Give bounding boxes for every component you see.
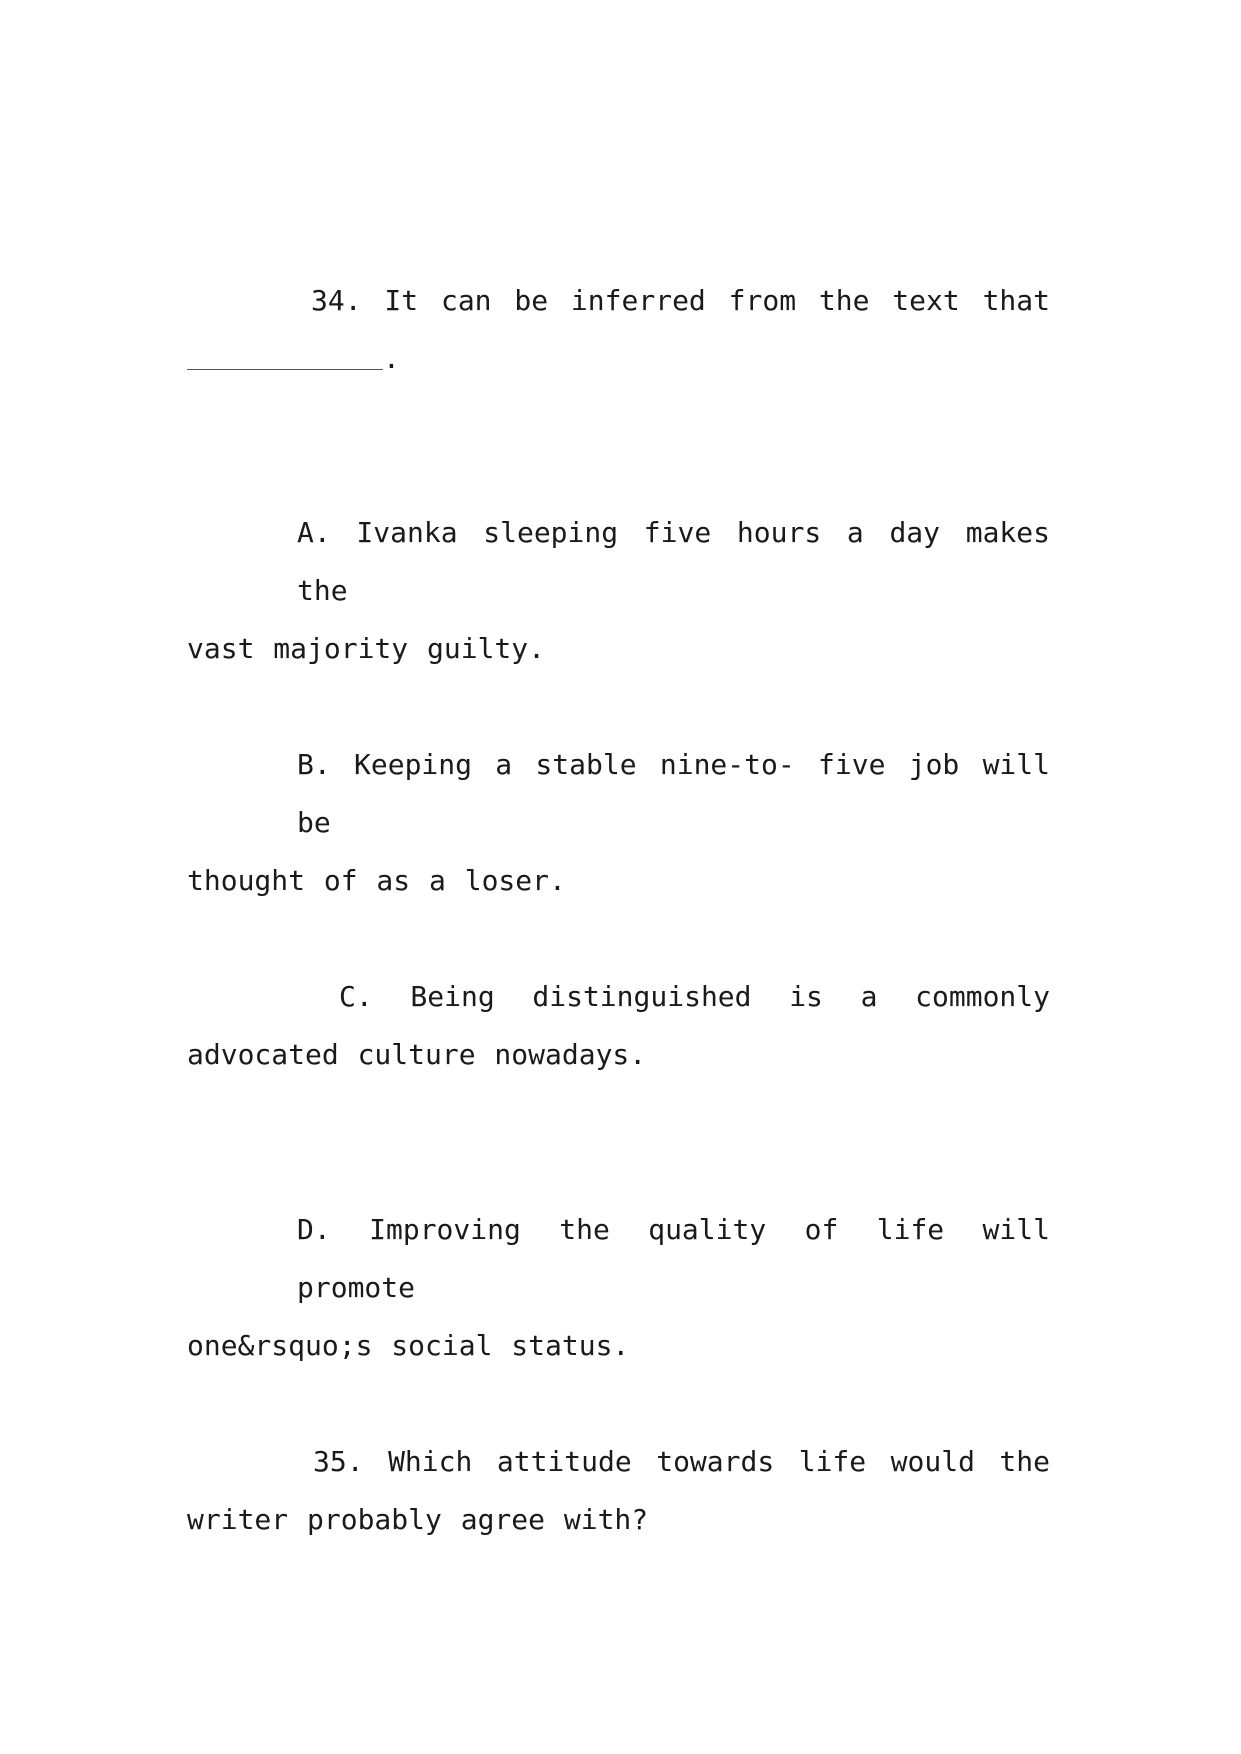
question-34-stem: 34. It can be inferred from the text that	[311, 284, 1050, 317]
option-a-line-2: vast majority guilty.	[187, 632, 546, 665]
option-a	[187, 504, 1050, 678]
question-35	[187, 1433, 1050, 1549]
question-34	[187, 272, 1050, 388]
answer-blank	[187, 347, 383, 370]
option-b-line-1: B. Keeping a stable nine-to- five job will be	[297, 748, 1050, 839]
question-35-line-1: 35. Which attitude towards life would the	[313, 1445, 1050, 1478]
question-35-line-2: writer probably agree with?	[187, 1503, 649, 1536]
option-c-line-2: advocated culture nowadays.	[187, 1038, 647, 1071]
option-d-line-1: D. Improving the quality of life will promote	[297, 1213, 1050, 1304]
option-d	[187, 1201, 1050, 1375]
option-a-line-1: A. Ivanka sleeping five hours a day makes the	[297, 516, 1050, 607]
option-d-line-2: one&rsquo;s social status.	[187, 1329, 630, 1362]
option-c	[187, 968, 1050, 1084]
option-b-line-2: thought of as a loser.	[187, 864, 566, 897]
option-c-line-1: C. Being distinguished is a commonly	[339, 980, 1050, 1013]
option-b	[187, 736, 1050, 910]
question-34-answer-line	[187, 330, 1050, 388]
question-34-period: .	[383, 342, 400, 375]
